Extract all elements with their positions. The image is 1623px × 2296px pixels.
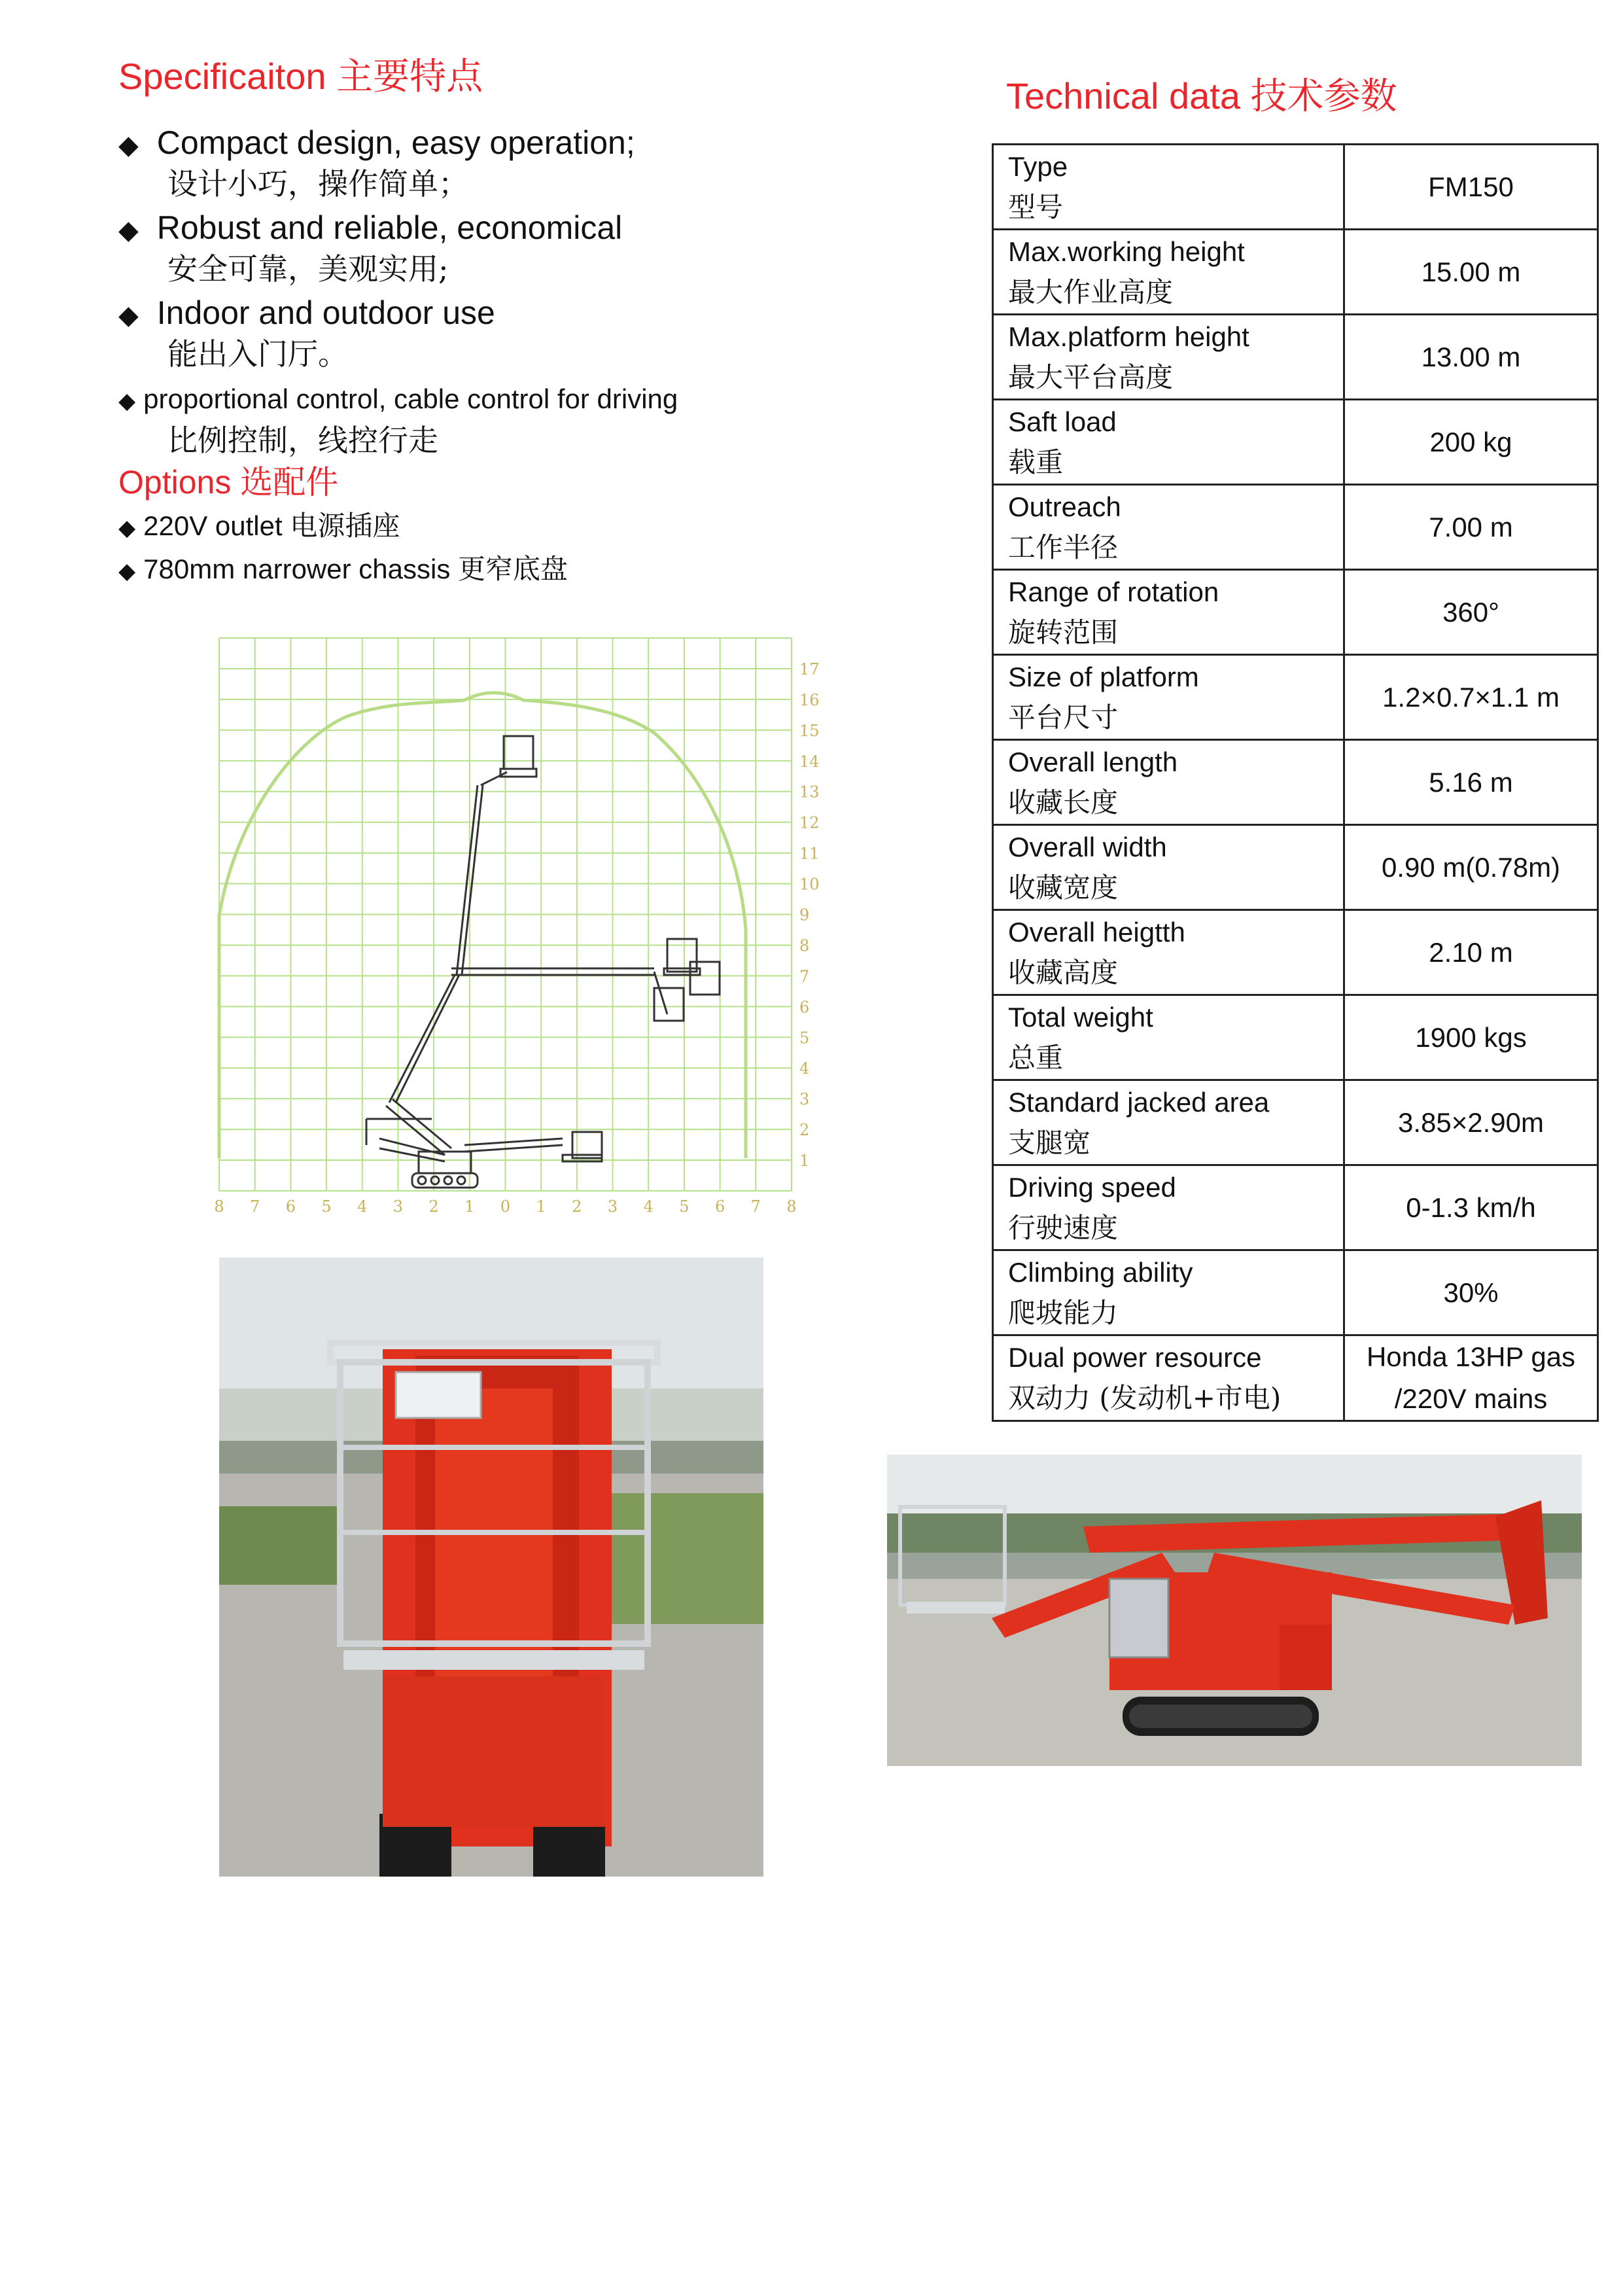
row-value: 0.90 m(0.78m) <box>1344 825 1598 910</box>
row-label-zh: 收藏宽度 <box>1008 871 1119 904</box>
table-row <box>993 655 1598 740</box>
y-tick-label: 6 <box>799 998 810 1017</box>
row-label-zh: 收藏高度 <box>1008 956 1119 989</box>
table-row <box>993 230 1598 315</box>
row-value: 13.00 m <box>1344 315 1598 400</box>
x-tick-label: 8 <box>214 1197 224 1216</box>
row-label-zh: 最大作业高度 <box>1008 275 1174 308</box>
y-tick-label: 2 <box>799 1121 810 1140</box>
x-tick-label: 7 <box>750 1197 761 1216</box>
x-tick-label: 1 <box>464 1197 475 1216</box>
row-label-en: Overall width <box>1008 831 1167 862</box>
spec-item-zh: 安全可靠，美观实用; <box>167 251 449 287</box>
options-heading: Options 选配件 <box>118 464 339 501</box>
spec-item: ◆ Robust and reliable, economical <box>118 209 623 246</box>
x-tick-label: 7 <box>250 1197 260 1216</box>
y-tick-label: 11 <box>799 844 820 863</box>
row-label-zh: 最大平台高度 <box>1008 361 1174 393</box>
y-tick-label: 4 <box>799 1059 810 1078</box>
machine-outline-drawing <box>366 736 720 1188</box>
y-tick-label: 13 <box>799 783 820 802</box>
y-tick-label: 15 <box>799 721 820 740</box>
row-label-en: Outreach <box>1008 491 1121 522</box>
row-label-zh: 支腿宽 <box>1008 1126 1091 1159</box>
x-tick-label: 8 <box>786 1197 797 1216</box>
table-row <box>993 1335 1598 1421</box>
x-tick-label: 6 <box>714 1197 725 1216</box>
row-label-zh: 双动力 (发动机+市电) <box>1008 1382 1282 1414</box>
row-label-en: Overall heigtth <box>1008 916 1185 947</box>
option-item: ◆ 220V outlet 电源插座 <box>118 510 400 541</box>
table-row <box>993 1080 1598 1165</box>
row-value: FM150 <box>1344 145 1598 230</box>
x-tick-labels <box>214 1197 796 1216</box>
x-tick-label: 1 <box>536 1197 546 1216</box>
table-row <box>993 910 1598 995</box>
y-tick-labels <box>799 660 820 1170</box>
x-tick-label: 3 <box>393 1197 404 1216</box>
diamond-bullet-icon: ◆ <box>118 516 136 540</box>
spec-item: ◆ Compact design, easy operation; <box>118 124 635 161</box>
row-label-en: Overall length <box>1008 746 1178 777</box>
working-envelope-curve <box>219 693 746 1158</box>
diamond-bullet-icon: ◆ <box>118 216 139 245</box>
row-value <box>1344 1335 1598 1421</box>
y-tick-label: 16 <box>799 690 820 709</box>
diamond-bullet-icon: ◆ <box>118 559 136 584</box>
table-row <box>993 145 1598 230</box>
row-label-en: Range of rotation <box>1008 576 1219 607</box>
x-tick-label: 0 <box>500 1197 511 1216</box>
y-tick-label: 7 <box>799 967 810 986</box>
spec-item-zh: 设计小巧，操作简单； <box>167 166 468 202</box>
technical-data-table <box>992 143 1599 1422</box>
table-row <box>993 315 1598 400</box>
machine-side-photo <box>887 1455 1582 1766</box>
row-label-zh: 载重 <box>1008 446 1064 478</box>
row-value: 360° <box>1344 570 1598 655</box>
x-tick-label: 3 <box>607 1197 618 1216</box>
row-label-en: Max.working height <box>1008 236 1245 267</box>
x-tick-label: 2 <box>428 1197 439 1216</box>
row-value: 200 kg <box>1344 400 1598 485</box>
row-label-zh: 工作半径 <box>1008 531 1119 563</box>
spec-heading: Specificaiton 主要特点 <box>118 56 483 97</box>
x-tick-label: 5 <box>679 1197 689 1216</box>
table-row <box>993 740 1598 825</box>
y-tick-label: 12 <box>799 813 820 832</box>
row-label-zh: 旋转范围 <box>1008 616 1119 648</box>
y-tick-label: 9 <box>799 906 810 925</box>
table-row <box>993 1250 1598 1335</box>
diagram-grid <box>219 638 792 1191</box>
row-label-zh: 行驶速度 <box>1008 1211 1119 1244</box>
x-tick-label: 4 <box>357 1197 368 1216</box>
y-tick-label: 17 <box>799 660 820 679</box>
y-tick-label: 10 <box>799 875 820 894</box>
row-value: 2.10 m <box>1344 910 1598 995</box>
table-row <box>993 485 1598 570</box>
table-row <box>993 570 1598 655</box>
row-label-en: Size of platform <box>1008 661 1199 692</box>
y-tick-label: 3 <box>799 1090 810 1109</box>
row-value: 0-1.3 km/h <box>1344 1165 1598 1250</box>
table-row <box>993 1165 1598 1250</box>
row-value: 1900 kgs <box>1344 995 1598 1080</box>
table-row <box>993 995 1598 1080</box>
row-value-line-2: /220V mains <box>1394 1383 1548 1414</box>
row-label-zh: 总重 <box>1008 1041 1064 1074</box>
row-label-zh: 平台尺寸 <box>1008 701 1119 733</box>
row-label-en: Total weight <box>1008 1001 1153 1033</box>
row-value: 30% <box>1344 1250 1598 1335</box>
row-label-en: Standard jacked area <box>1008 1086 1270 1118</box>
row-label-zh: 收藏长度 <box>1008 786 1119 819</box>
x-tick-label: 2 <box>572 1197 582 1216</box>
row-label-en: Climbing ability <box>1008 1256 1193 1288</box>
row-value: 7.00 m <box>1344 485 1598 570</box>
spec-item: ◆ proportional control, cable control for driving <box>118 383 678 414</box>
row-label-en: Saft load <box>1008 406 1117 437</box>
working-range-diagram <box>196 622 824 1224</box>
table-row <box>993 400 1598 485</box>
row-value-line-1: Honda 13HP gas <box>1366 1341 1576 1372</box>
option-item: ◆ 780mm narrower chassis 更窄底盘 <box>118 554 568 584</box>
row-label-en: Max.platform height <box>1008 321 1249 352</box>
tech-heading: Technical data 技术参数 <box>1006 75 1397 116</box>
spec-item: ◆ Indoor and outdoor use <box>118 294 495 331</box>
y-tick-label: 5 <box>799 1029 810 1048</box>
table-row <box>993 825 1598 910</box>
spec-item-zh: 能出入门厅。 <box>167 336 348 372</box>
row-label-en: Dual power resource <box>1008 1342 1262 1373</box>
diamond-bullet-icon: ◆ <box>118 131 139 160</box>
x-tick-label: 4 <box>643 1197 654 1216</box>
row-value: 5.16 m <box>1344 740 1598 825</box>
row-value: 1.2×0.7×1.1 m <box>1344 655 1598 740</box>
y-tick-label: 14 <box>799 752 820 771</box>
row-value: 15.00 m <box>1344 230 1598 315</box>
row-label-en: Type <box>1008 150 1068 182</box>
x-tick-label: 5 <box>321 1197 332 1216</box>
x-tick-label: 6 <box>285 1197 296 1216</box>
row-label-en: Driving speed <box>1008 1171 1176 1203</box>
row-label-zh: 爬坡能力 <box>1008 1296 1119 1329</box>
row-label-zh: 型号 <box>1008 190 1064 223</box>
row-value: 3.85×2.90m <box>1344 1080 1598 1165</box>
diamond-bullet-icon: ◆ <box>118 301 139 330</box>
machine-front-photo <box>219 1258 763 1877</box>
diamond-bullet-icon: ◆ <box>118 389 136 414</box>
y-tick-label: 1 <box>799 1152 810 1171</box>
spec-item-zh: 比例控制，线控行走 <box>167 423 438 458</box>
y-tick-label: 8 <box>799 936 810 955</box>
